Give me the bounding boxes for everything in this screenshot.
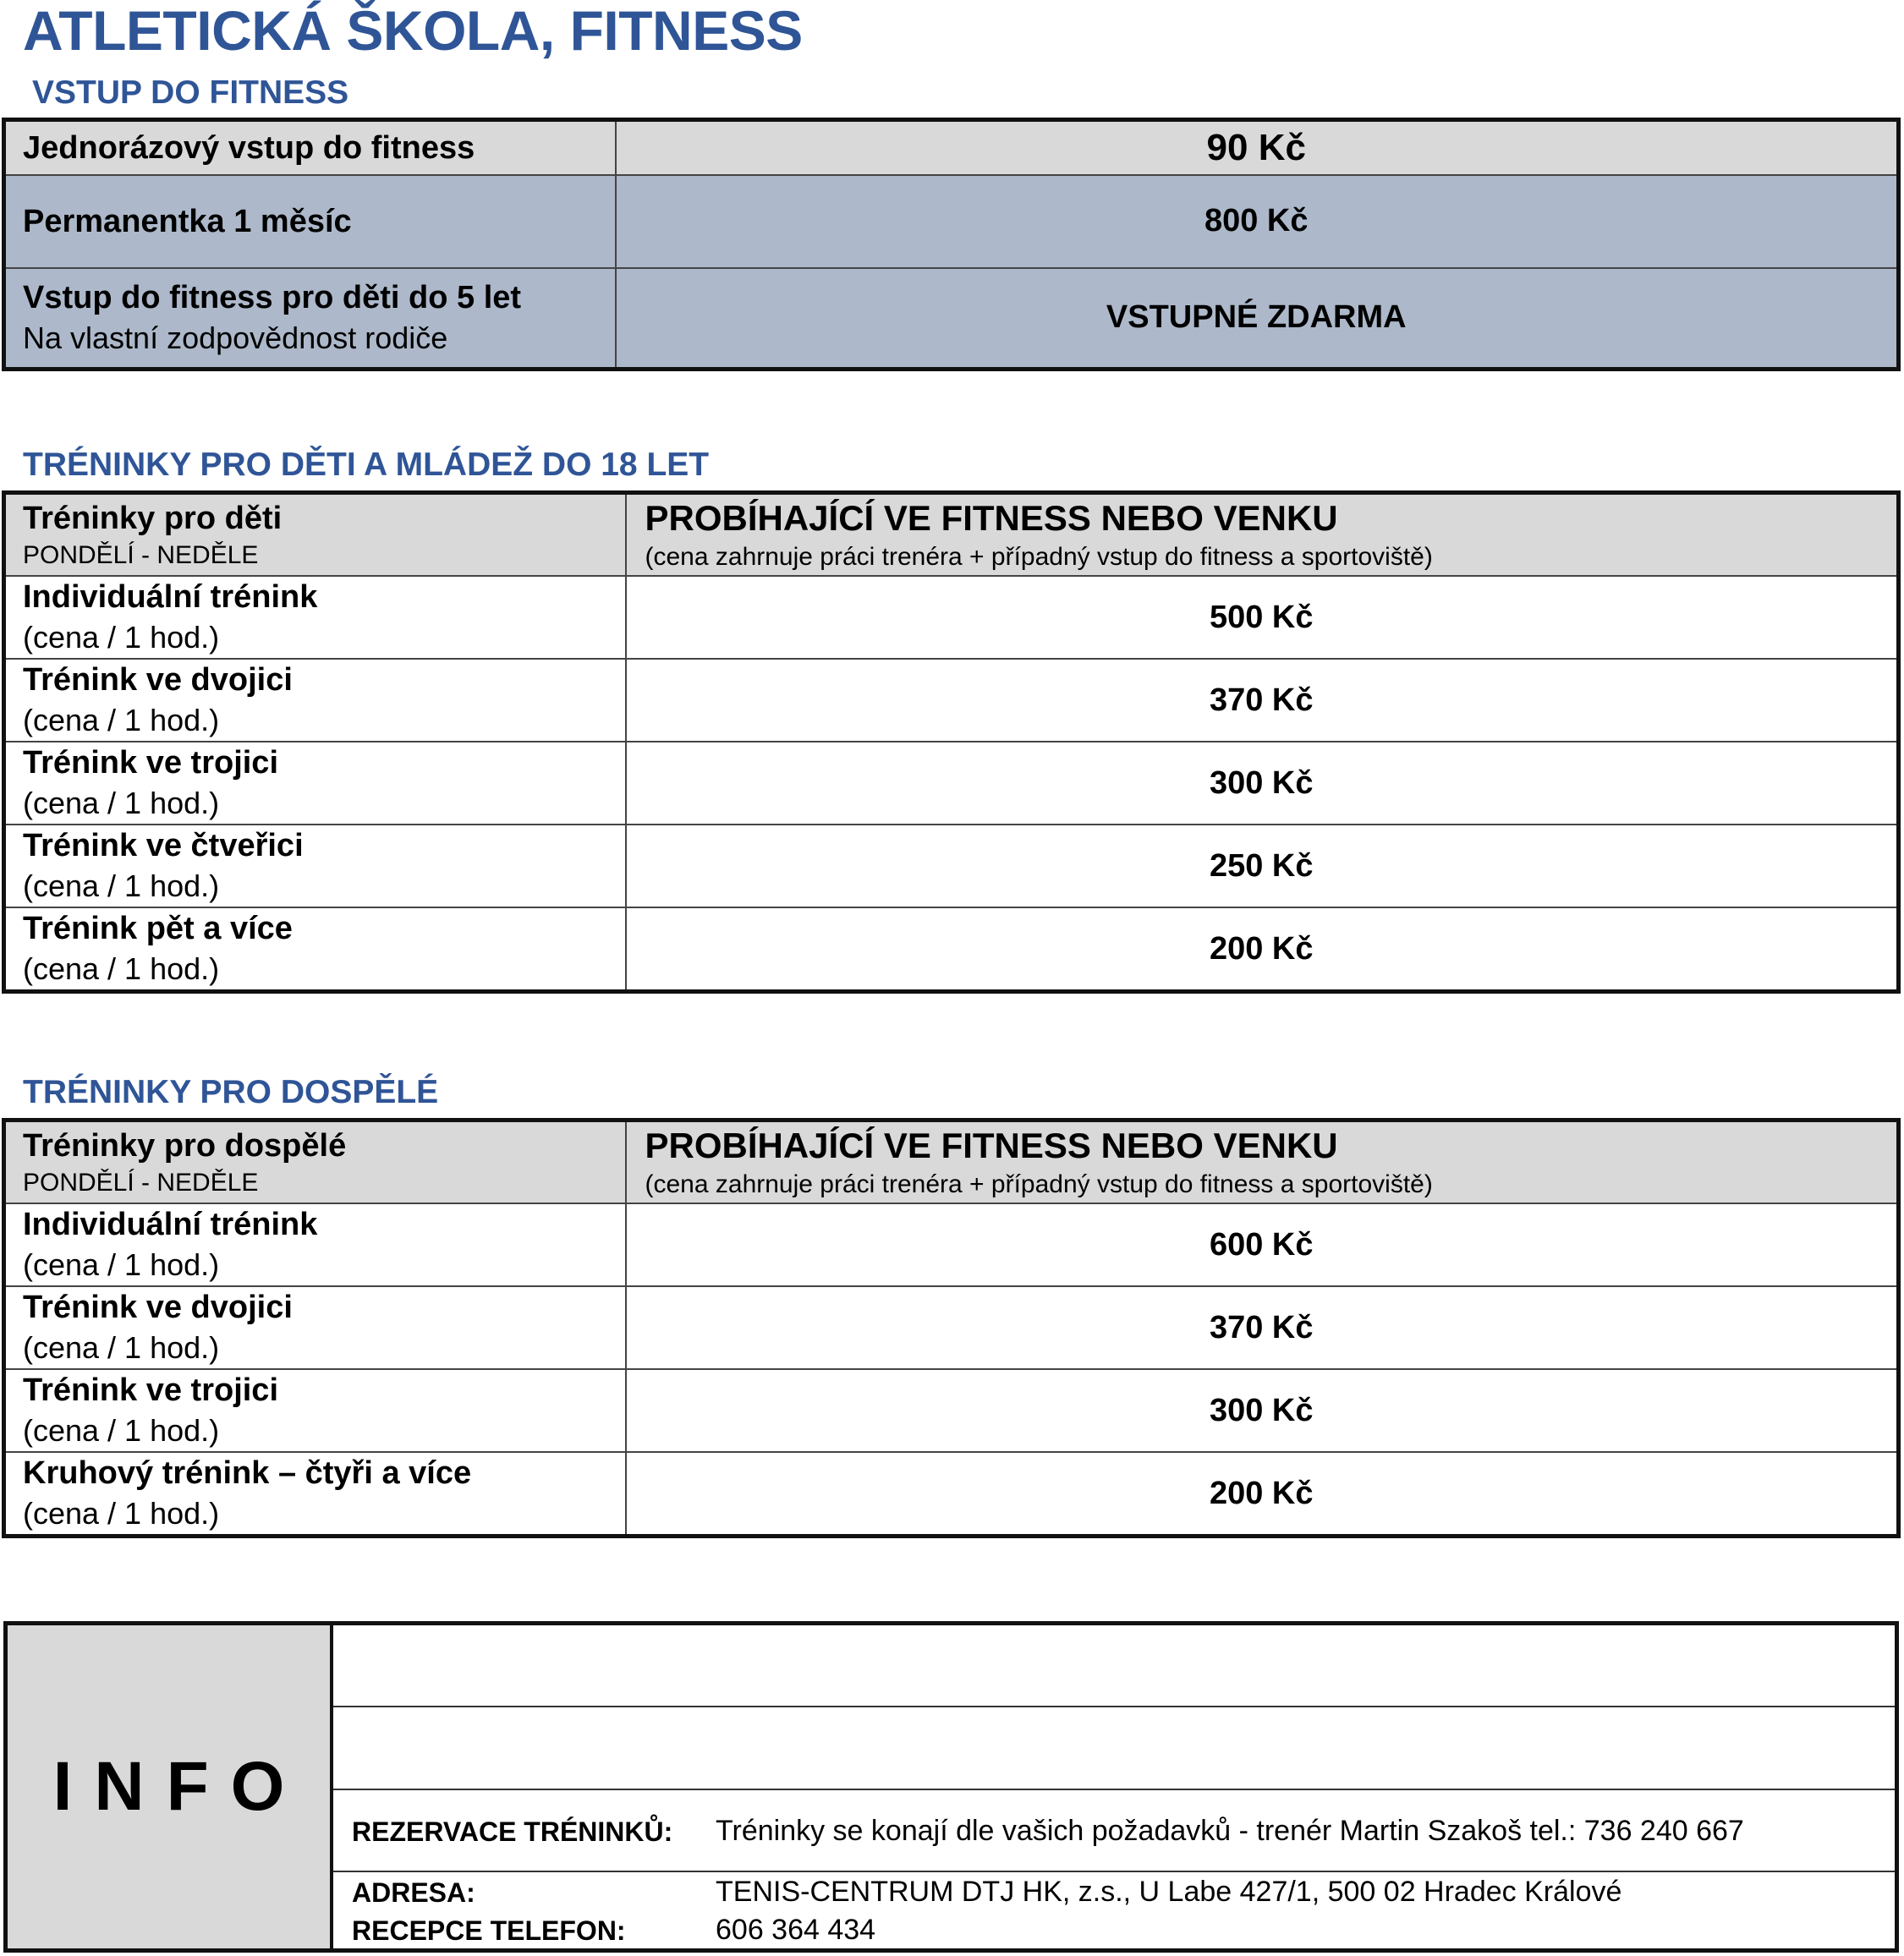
reservation-label: REZERVACE TRÉNINKŮ:	[352, 1816, 673, 1847]
row-label-cell	[4, 268, 616, 370]
row-note: (cena / 1 hod.)	[23, 703, 220, 737]
table-row	[4, 742, 1899, 825]
row-label: Trénink ve dvojici	[23, 662, 293, 698]
reservation-value: Tréninky se konají dle vašich požadavků - trenér Martin Szakoš tel.: 736 240 667	[716, 1815, 1744, 1847]
price-cell	[616, 120, 1899, 175]
header-right-label: PROBÍHAJÍCÍ VE FITNESS NEBO VENKU	[645, 497, 1338, 538]
row-label-cell	[4, 907, 626, 992]
header-right-cell	[626, 1120, 1899, 1204]
row-note: Na vlastní zodpovědnost rodiče	[23, 320, 448, 355]
price-value: VSTUPNÉ ZDARMA	[1106, 299, 1407, 336]
row-label: Vstup do fitness pro děti do 5 let	[23, 279, 522, 315]
table-row	[4, 175, 1899, 268]
row-label: Trénink ve čtveřici	[23, 828, 304, 863]
price-value: 200 Kč	[1209, 1475, 1314, 1511]
section-heading-kids: TRÉNINKY PRO DĚTI A MLÁDEŽ DO 18 LET	[23, 447, 710, 483]
adults-training-table	[2, 1118, 1901, 1538]
row-label-cell	[4, 825, 626, 907]
header-right-label: PROBÍHAJÍCÍ VE FITNESS NEBO VENKU	[645, 1125, 1338, 1165]
row-label: Trénink ve dvojici	[23, 1290, 293, 1325]
row-note: (cena / 1 hod.)	[23, 1496, 220, 1531]
table-header-row	[4, 493, 1899, 577]
table-row	[4, 120, 1899, 175]
table-row	[4, 659, 1899, 742]
table-row	[4, 1369, 1899, 1452]
price-value: 370 Kč	[1209, 682, 1314, 718]
header-right-sub: (cena zahrnuje práci trenéra + případný vstup do fitness a sportoviště)	[645, 542, 1433, 571]
row-label-cell	[4, 576, 626, 659]
price-cell	[626, 1452, 1899, 1537]
reception-phone-label: RECEPCE TELEFON:	[352, 1915, 626, 1946]
row-note: (cena / 1 hod.)	[23, 951, 220, 986]
header-left-label: Tréninky pro dospělé	[23, 1127, 347, 1164]
row-note: (cena / 1 hod.)	[23, 1413, 220, 1448]
price-value: 300 Kč	[1209, 1392, 1314, 1428]
header-left-cell	[4, 1120, 626, 1204]
price-cell	[616, 268, 1899, 370]
header-right-sub: (cena zahrnuje práci trenéra + případný vstup do fitness a sportoviště)	[645, 1170, 1433, 1198]
table-row	[4, 268, 1899, 370]
row-label: Individuální trénink	[23, 1207, 318, 1242]
table-row	[4, 825, 1899, 907]
table-row	[4, 1452, 1899, 1537]
divider	[333, 1789, 1895, 1790]
price-cell	[626, 907, 1899, 992]
price-cell	[626, 1369, 1899, 1452]
page-title: ATLETICKÁ ŠKOLA, FITNESS	[23, 0, 803, 62]
info-box	[3, 1621, 1899, 1953]
price-value: 200 Kč	[1209, 930, 1314, 967]
price-value: 300 Kč	[1209, 764, 1314, 801]
table-row	[4, 1203, 1899, 1286]
price-cell	[626, 1286, 1899, 1369]
row-label-cell	[4, 742, 626, 825]
entry-price-table	[2, 118, 1901, 371]
row-note: (cena / 1 hod.)	[23, 868, 220, 903]
row-label: Trénink ve trojici	[23, 1372, 278, 1408]
row-label: Trénink pět a více	[23, 911, 293, 946]
section-heading-adults: TRÉNINKY PRO DOSPĚLÉ	[23, 1074, 439, 1110]
section-heading-entry: VSTUP DO FITNESS	[32, 74, 349, 111]
price-cell	[626, 825, 1899, 907]
row-note: (cena / 1 hod.)	[23, 786, 220, 820]
table-row	[4, 907, 1899, 992]
header-right-cell	[626, 493, 1899, 577]
price-value: 370 Kč	[1209, 1309, 1314, 1345]
row-label: Kruhový trénink – čtyři a více	[23, 1455, 472, 1491]
row-label: Individuální trénink	[23, 579, 318, 615]
row-note: (cena / 1 hod.)	[23, 620, 220, 655]
header-left-cell	[4, 493, 626, 577]
row-label: Trénink ve trojici	[23, 745, 278, 781]
price-value: 250 Kč	[1209, 847, 1314, 884]
row-label: Permanentka 1 měsíc	[23, 203, 352, 239]
info-heading-cell	[8, 1625, 333, 1948]
header-left-sub: PONDĚLÍ - NEDĚLE	[23, 1168, 259, 1197]
price-cell	[616, 175, 1899, 268]
price-value: 90 Kč	[1206, 126, 1306, 168]
row-label-cell	[4, 120, 616, 175]
address-label: ADRESA:	[352, 1877, 475, 1908]
table-row	[4, 576, 1899, 659]
price-cell	[626, 659, 1899, 742]
row-note: (cena / 1 hod.)	[23, 1247, 220, 1282]
header-left-sub: PONDĚLÍ - NEDĚLE	[23, 540, 259, 569]
kids-training-table	[2, 490, 1901, 994]
price-value: 600 Kč	[1209, 1226, 1314, 1263]
price-cell	[626, 742, 1899, 825]
divider	[333, 1706, 1895, 1707]
table-row	[4, 1286, 1899, 1369]
reception-phone-value: 606 364 434	[716, 1914, 876, 1946]
row-label: Jednorázový vstup do fitness	[23, 129, 475, 166]
table-header-row	[4, 1120, 1899, 1204]
row-label-cell	[4, 1286, 626, 1369]
row-label-cell	[4, 1203, 626, 1286]
header-left-label: Tréninky pro děti	[23, 500, 283, 536]
row-label-cell	[4, 1369, 626, 1452]
price-value: 500 Kč	[1209, 599, 1314, 635]
row-label-cell	[4, 175, 616, 268]
address-value: TENIS-CENTRUM DTJ HK, z.s., U Labe 427/1, 500 02 Hradec Králové	[716, 1876, 1622, 1908]
row-note: (cena / 1 hod.)	[23, 1330, 220, 1365]
price-value: 800 Kč	[1204, 203, 1309, 238]
price-cell	[626, 1203, 1899, 1286]
price-cell	[626, 576, 1899, 659]
row-label-cell	[4, 1452, 626, 1537]
info-heading: INFO	[52, 1748, 307, 1825]
row-label-cell	[4, 659, 626, 742]
divider	[333, 1871, 1895, 1872]
